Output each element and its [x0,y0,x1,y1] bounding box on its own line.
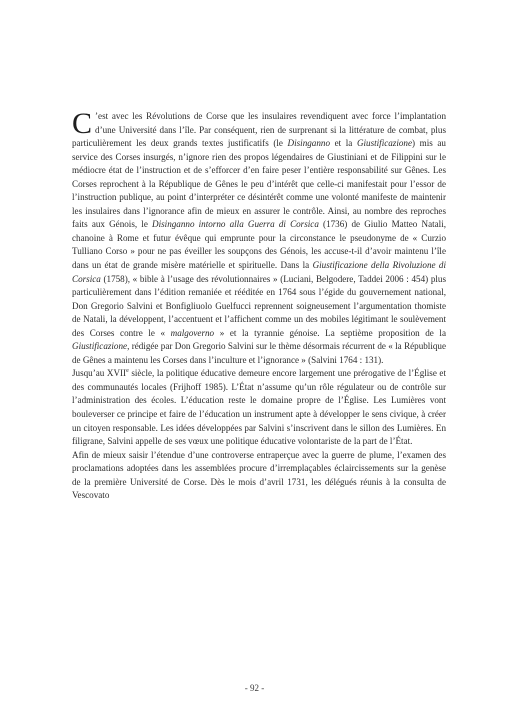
text-run: siècle, la politique éducative demeure encore largement une prérogative de l’Église et des communautés locales (Frijhoff 1985). L’État n’assume qu’un rôle régulateur ou de contrôle sur l’administration des écoles. L’éducation reste le domaine propre de l’Église. Les Lumières vont bouleverser ce principe et faire de l’éducation un instrument apte à développer le sens civique, à créer un citoyen responsable. Les idées développées par Salvini s’inscrivent dans le sillon des Lumières. En filigrane, Salvini appelle de ses vœux une politique éducative volontariste de la part de l’État. [72,368,446,447]
superscript: e [126,368,129,375]
body-text [72,107,447,503]
italic-title: Disinganno intorno alla Guerra di Corsica [152,219,319,230]
text-run: (1758), « bible à l’usage des révolutionnaires » (Luciani, Belgodere, Taddei 2006 : 454) plus particulièrement dans l’édition remaniée et rééditée en 1764 sous l’égide du gouvernement national, Don Gregorio Salvini et Bonfigliuolo Guelfucci reprennent soigneusement l’argumentation thomiste de Natali, la développent, l’accentuent et l’affichent comme un des mobiles légitimant le soulèvement des Corses contre le « [72,273,446,338]
text-run: Jusqu’au XVII [72,368,127,379]
page-number: - 92 - [244,683,265,693]
text-run: » et la tyrannie génoise. La septième proposition de la [214,327,446,338]
italic-title: Giustificazione della Rivoluzione di Corsica [72,260,446,284]
text-run: (1736) de Giulio Matteo Natali, chanoine à Rome et futur évêque qui emprunte pour la circonstance le pseudonyme de « Curzio Tulliano Corso » pour ne pas éveiller les soupçons des Génois, les accuse-t-il d’avoir maintenu l’île dans un état de grande misère matérielle et spirituelle. Dans la [72,219,447,271]
paragraph-3: Afin de mieux saisir l’étendue d’une controverse entraperçue avec la guerre de plume, l’examen des proclamations adoptées dans les assemblées procure d’irremplaçables éclaircissements sur la genèse de la première Université de Corse. Dès le mois d’avril 1731, les délégués réunis à la consulta de Vescovato [72,449,446,501]
text-run: ’est avec les Révolutions de Corse que les insulaires revendiquent avec force l’implantation d’une Université dans l’île. Par conséquent, rien de surprenant si la littérature de combat, plus particulièrement les deux grands textes justificatifs (le [72,111,446,149]
paragraph-2 [72,367,446,448]
text-run: et la [330,138,357,149]
paragraph-1 [72,107,447,367]
text-run: ) mis au service des Corses insurgés, n’ignore rien des propos légendaires de Giustiniani et de Filippini sur le médiocre état de l’instruction et de s’efforcer d’en faire peser l’entière responsabilité sur Gênes. Les Corses reprochent à la République de Gênes le peu d’intérêt que celle-ci manifestait pour l’essor de l’instruction publique, au point d’interpréter ce désintérêt comme une volonté manifeste de maintenir les insulaires dans l’ignorance afin de mieux en assurer le contrôle. Ainsi, au nombre des reproches faits aux Génois, le [72,138,446,230]
italic-term: malgoverno [170,327,215,338]
italic-title: Disinganno [287,138,330,149]
text-run: , rédigée par Don Gregorio Salvini sur le thème désormais récurrent de « la République de Gênes a maintenu les Corses dans l’inculture et l’ignorance » (Salvini 1764 : 131). [72,341,446,365]
drop-cap: C [72,107,93,140]
italic-title: Giustificazione [72,341,128,352]
italic-title: Giustificazione [356,138,413,149]
